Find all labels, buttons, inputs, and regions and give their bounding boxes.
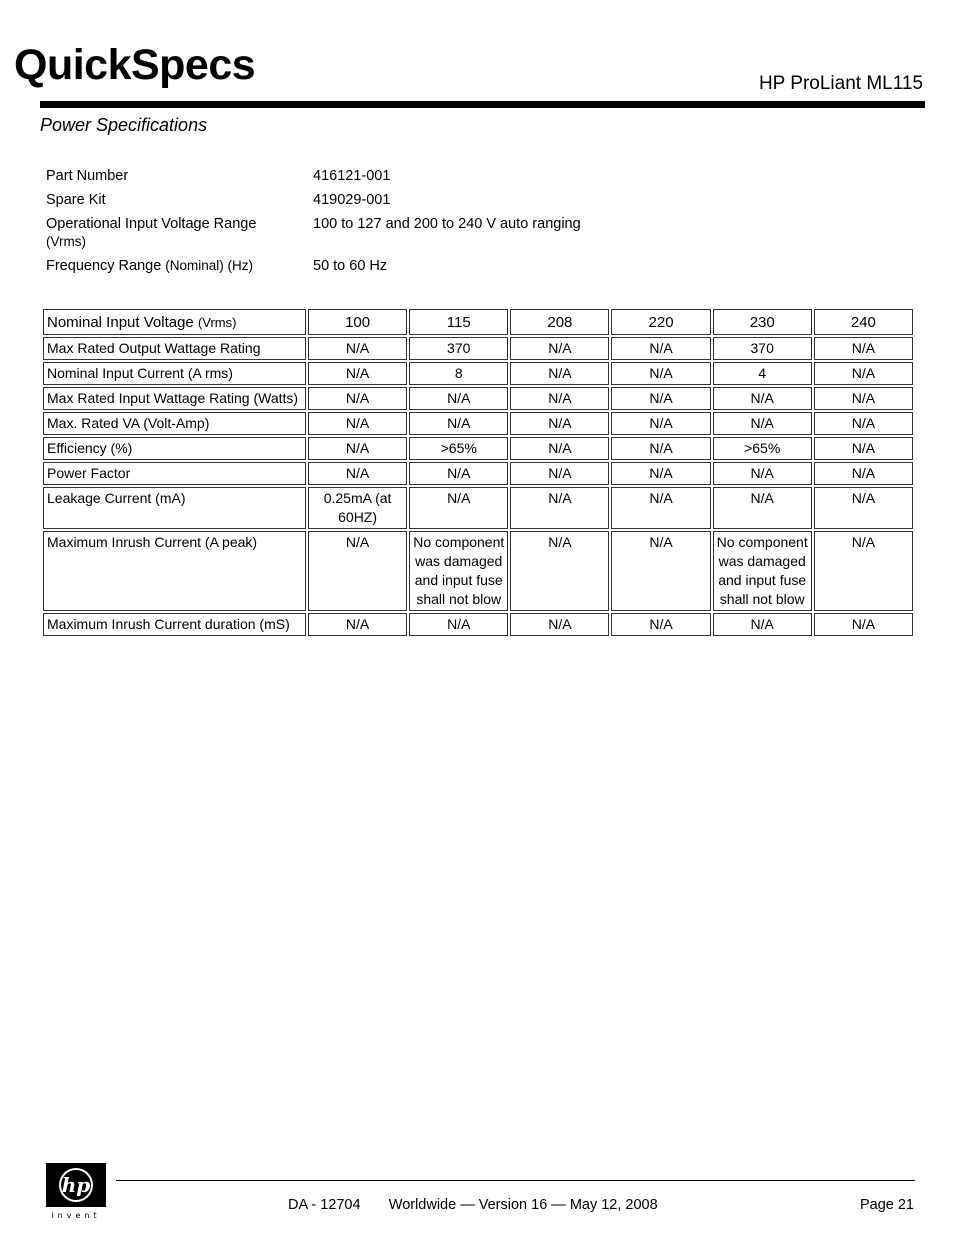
table-cell: >65% (713, 437, 812, 460)
table-cell: N/A (611, 613, 710, 636)
spec-row (46, 191, 666, 209)
header-unit: (Vrms) (197, 315, 237, 330)
table-cell: 370 (409, 337, 508, 360)
table-cell: N/A (713, 487, 812, 529)
header-label-cell (43, 309, 306, 335)
table-cell: N/A (510, 362, 609, 385)
table-row (43, 613, 913, 636)
section-title: Power Specifications (40, 115, 208, 135)
table-cell: 0.25mA (at 60HZ) (308, 487, 407, 529)
table-cell: N/A (713, 462, 812, 485)
table-row (43, 487, 913, 529)
table-cell: N/A (814, 337, 913, 360)
table-cell: N/A (814, 362, 913, 385)
table-cell: N/A (611, 412, 710, 435)
spec-label (46, 167, 313, 185)
table-cell: N/A (308, 462, 407, 485)
table-cell: N/A (611, 462, 710, 485)
table-row (43, 387, 913, 410)
table-cell: N/A (611, 487, 710, 529)
table-cell: N/A (308, 437, 407, 460)
table-cell: N/A (713, 387, 812, 410)
table-cell: 370 (713, 337, 812, 360)
product-name: HP ProLiant ML115 (758, 73, 923, 94)
table-row (43, 437, 913, 460)
table-cell: N/A (814, 613, 913, 636)
table-cell: N/A (308, 613, 407, 636)
table-cell: N/A (409, 487, 508, 529)
row-label: Max Rated Input Wattage Rating (Watts) (43, 387, 306, 410)
row-label: Efficiency (%) (43, 437, 306, 460)
table-cell: No component was damaged and input fuse shall not blow (409, 531, 508, 611)
spec-list (46, 167, 666, 281)
doc-version: Worldwide — Version 16 — May 12, 2008 (388, 1197, 658, 1213)
table-cell: N/A (814, 462, 913, 485)
table-cell: N/A (814, 387, 913, 410)
spec-value: 100 to 127 and 200 to 240 V auto ranging (313, 216, 581, 232)
spec-value: 50 to 60 Hz (313, 258, 388, 274)
hp-logo (46, 1163, 106, 1219)
header-voltage-cell: 115 (409, 309, 508, 335)
spec-sublabel: (Nominal) (Hz) (165, 258, 254, 273)
spec-value: 419029-001 (313, 192, 391, 208)
spec-label (46, 191, 313, 209)
spec-label-text: Part Number (46, 168, 129, 184)
table-cell: N/A (611, 362, 710, 385)
spec-label-text: Operational Input Voltage Range (46, 216, 257, 232)
spec-label (46, 257, 313, 275)
table-cell: N/A (510, 412, 609, 435)
header-voltage-cell: 220 (611, 309, 710, 335)
table-cell: N/A (409, 613, 508, 636)
power-table (41, 307, 915, 638)
spec-sublabel: (Vrms) (46, 234, 86, 249)
table-cell: N/A (611, 387, 710, 410)
header-voltage-cell: 208 (510, 309, 609, 335)
table-row (43, 337, 913, 360)
spec-label (46, 215, 313, 251)
page-number: 21 (897, 1197, 914, 1213)
spec-row (46, 215, 666, 251)
table-cell: N/A (308, 531, 407, 611)
table-row (43, 362, 913, 385)
row-label: Leakage Current (mA) (43, 487, 306, 529)
table-row (43, 531, 913, 611)
header-voltage-cell: 100 (308, 309, 407, 335)
table-cell: 8 (409, 362, 508, 385)
table-cell: N/A (510, 387, 609, 410)
table-cell: N/A (611, 437, 710, 460)
header-voltage-cell: 230 (713, 309, 812, 335)
table-cell: N/A (814, 412, 913, 435)
hp-logo-text: hp (61, 1173, 91, 1197)
footer-doc-info (288, 1197, 658, 1213)
table-cell: N/A (308, 337, 407, 360)
page-label: Page (859, 1197, 894, 1213)
table-cell: N/A (409, 387, 508, 410)
table-cell: No component was damaged and input fuse shall not blow (713, 531, 812, 611)
row-label: Maximum Inrush Current duration (mS) (43, 613, 306, 636)
spec-value: 416121-001 (313, 168, 391, 184)
table-cell: N/A (611, 337, 710, 360)
row-label: Max. Rated VA (Volt-Amp) (43, 412, 306, 435)
table-cell: N/A (510, 531, 609, 611)
header-voltage-cell: 240 (814, 309, 913, 335)
row-label: Max Rated Output Wattage Rating (43, 337, 306, 360)
row-label: Nominal Input Current (A rms) (43, 362, 306, 385)
table-row (43, 412, 913, 435)
spec-row (46, 167, 666, 185)
spec-label-text: Frequency Range (46, 258, 162, 274)
table-cell: N/A (510, 613, 609, 636)
spec-label-text: Spare Kit (46, 192, 106, 208)
spec-row (46, 257, 666, 275)
header-rule (40, 101, 925, 108)
table-cell: >65% (409, 437, 508, 460)
table-cell: N/A (814, 531, 913, 611)
hp-logo-tagline: invent (51, 1211, 101, 1219)
header-label: Nominal Input Voltage (47, 314, 194, 331)
row-label: Power Factor (43, 462, 306, 485)
doc-id: DA - 12704 (288, 1197, 361, 1213)
table-cell: N/A (308, 362, 407, 385)
table-cell: N/A (814, 487, 913, 529)
table-cell: N/A (409, 412, 508, 435)
table-cell: N/A (814, 437, 913, 460)
table-cell: N/A (510, 487, 609, 529)
brand-title: QuickSpecs (14, 41, 256, 89)
table-cell: N/A (308, 387, 407, 410)
table-cell: N/A (308, 412, 407, 435)
table-cell: 4 (713, 362, 812, 385)
table-cell: N/A (713, 412, 812, 435)
footer-page (860, 1197, 914, 1213)
table-cell: N/A (713, 613, 812, 636)
table-header-row (43, 309, 913, 335)
row-label: Maximum Inrush Current (A peak) (43, 531, 306, 611)
table-cell: N/A (510, 462, 609, 485)
table-cell: N/A (611, 531, 710, 611)
footer-rule (116, 1180, 915, 1181)
table-cell: N/A (510, 437, 609, 460)
table-row (43, 462, 913, 485)
table-cell: N/A (510, 337, 609, 360)
table-cell: N/A (409, 462, 508, 485)
